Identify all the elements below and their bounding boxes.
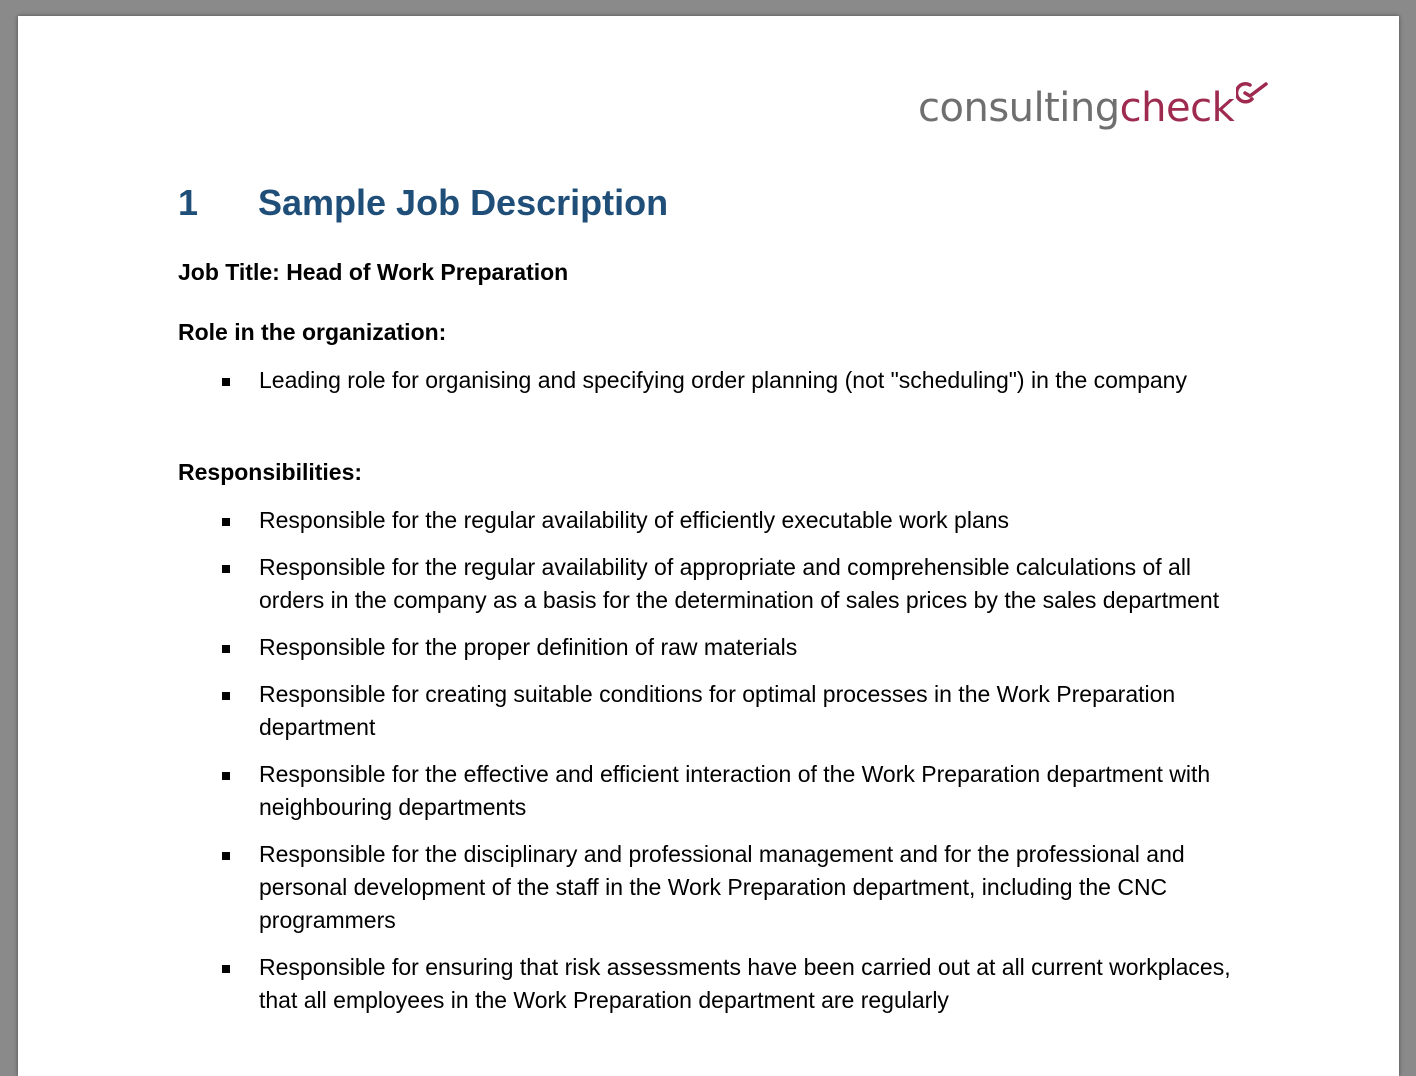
bullet-icon bbox=[222, 965, 230, 973]
list-item-text: Responsible for the disciplinary and professional management and for the professional and personal development of the staff in the Work Preparation department, including the CNC programmers bbox=[259, 841, 1185, 933]
list-item-text: Responsible for the effective and efficient interaction of the Work Preparation department with neighbouring departments bbox=[259, 761, 1211, 820]
responsibilities-list bbox=[178, 504, 1238, 1031]
role-list bbox=[178, 364, 1238, 411]
bullet-icon bbox=[222, 565, 230, 573]
list-item bbox=[178, 758, 1238, 824]
logo-text-consulting: consulting bbox=[918, 85, 1120, 131]
bullet-icon bbox=[222, 378, 230, 386]
list-item bbox=[178, 678, 1238, 744]
job-title: Job Title: Head of Work Preparation bbox=[178, 259, 569, 285]
list-item-text: Responsible for the regular availability of appropriate and comprehensible calculations of all orders in the company as a basis for the determination of sales prices by the sales department bbox=[259, 554, 1220, 613]
responsibilities-label: Responsibilities: bbox=[178, 459, 363, 485]
bullet-icon bbox=[222, 692, 230, 700]
document-page bbox=[18, 16, 1399, 1076]
bullet-icon bbox=[222, 518, 230, 526]
logo-text-check: check bbox=[1119, 85, 1235, 131]
list-item bbox=[178, 504, 1238, 537]
list-item-text: Responsible for the proper definition of raw materials bbox=[259, 634, 798, 660]
list-item-text: Leading role for organising and specifying order planning (not "scheduling") in the company bbox=[259, 367, 1187, 393]
list-item-text: Responsible for creating suitable conditions for optimal processes in the Work Preparation department bbox=[259, 681, 1176, 740]
section-title: Sample Job Description bbox=[258, 182, 669, 223]
list-item bbox=[178, 838, 1238, 937]
list-item bbox=[178, 551, 1238, 617]
check-mark-icon bbox=[1236, 81, 1270, 107]
list-item bbox=[178, 951, 1238, 1017]
list-item bbox=[178, 631, 1238, 664]
company-logo bbox=[918, 85, 1268, 131]
bullet-icon bbox=[222, 852, 230, 860]
role-label: Role in the organization: bbox=[178, 319, 447, 345]
bullet-icon bbox=[222, 772, 230, 780]
list-item-text: Responsible for ensuring that risk assessments have been carried out at all current workplaces, that all employees in the Work Preparation department are regularly bbox=[259, 954, 1231, 1013]
section-heading bbox=[178, 182, 668, 224]
bullet-icon bbox=[222, 645, 230, 653]
list-item bbox=[178, 364, 1238, 397]
section-number: 1 bbox=[178, 182, 199, 223]
list-item-text: Responsible for the regular availability of efficiently executable work plans bbox=[259, 507, 1010, 533]
